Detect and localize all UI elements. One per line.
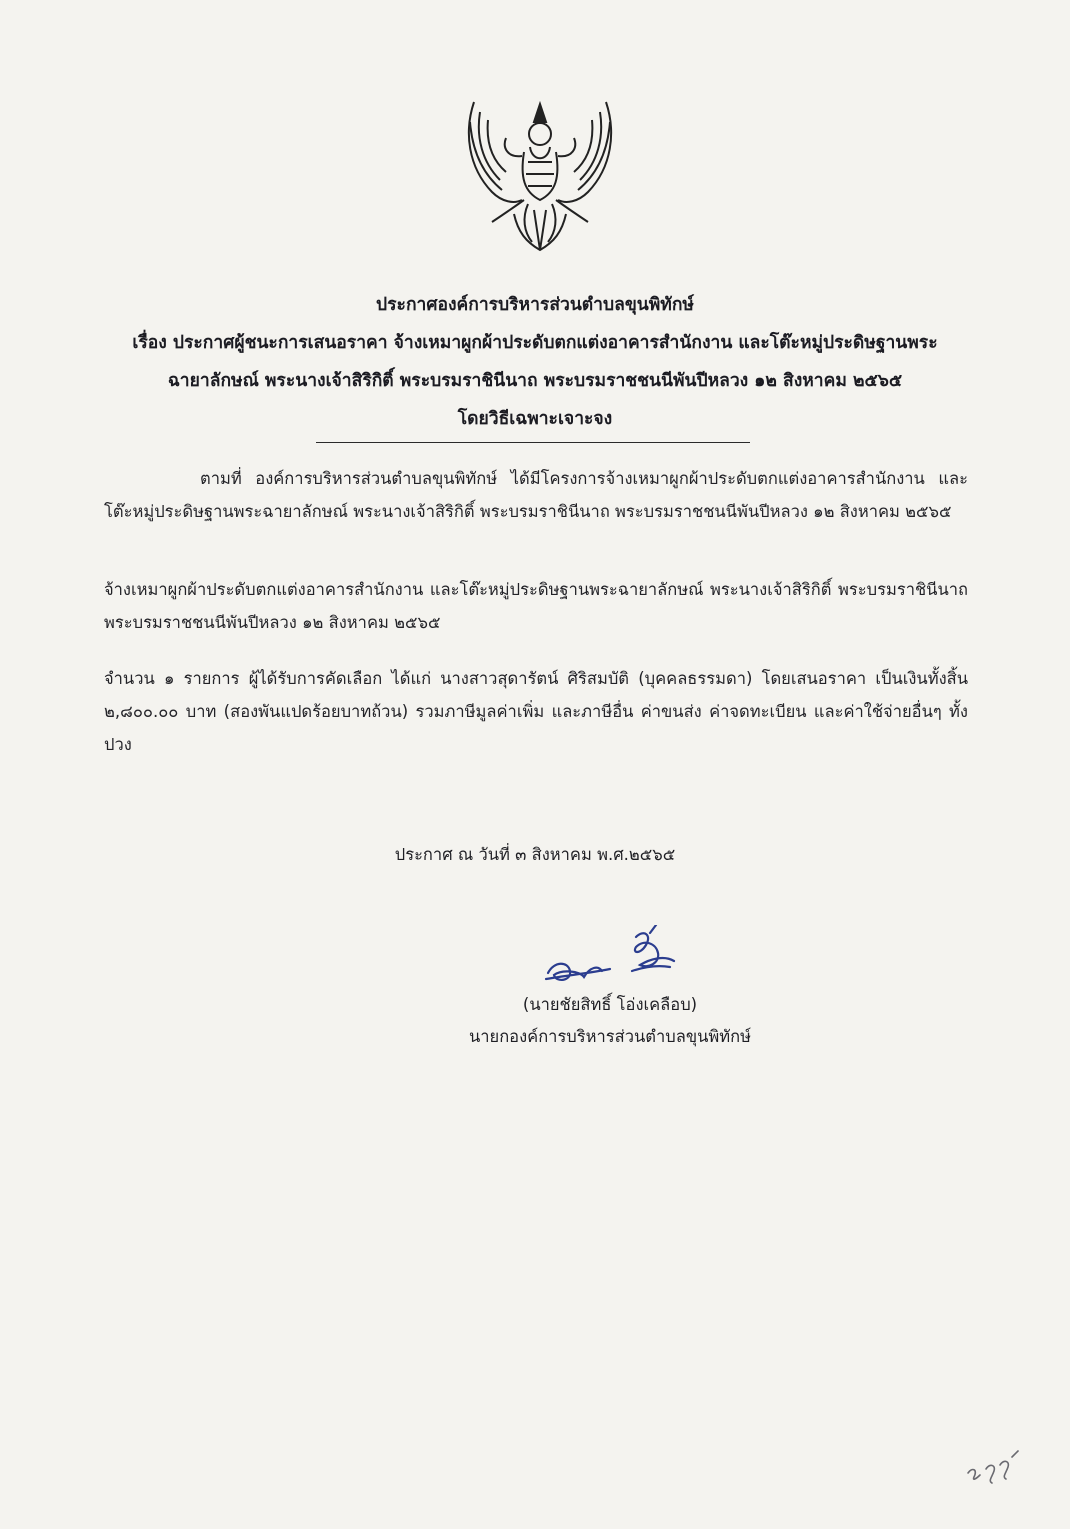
body-paragraph-3: จำนวน ๑ รายการ ผู้ได้รับการคัดเลือก ได้แก่ นางสาวสุดารัตน์ ศิริสมบัติ (บุคคลธรรมดา) โดยเสนอราคา เป็นเงินทั้งสิ้น ๒,๘๐๐.๐๐ บาท (สองพันแปดร้อยบาทถ้วน) รวมภาษีมูลค่าเพิ่ม และภาษีอื่น ค่าขนส่ง ค่าจดทะเบียน และค่าใช้จ่ายอื่นๆ ทั้งปวง: [104, 669, 968, 754]
body-paragraph-2: จ้างเหมาผูกผ้าประดับตกแต่งอาคารสำนักงาน และโต๊ะหมู่ประดิษฐานพระฉายาลักษณ์ พระนางเจ้าสิริกิติ์ พระบรมราชินีนาถ พระบรมราชชนนีพันปีหลวง ๑๒ สิงหาคม ๒๕๖๕: [104, 580, 968, 632]
heading-line-3: ฉายาลักษณ์ พระนางเจ้าสิริกิติ์ พระบรมราชินีนาถ พระบรมราชชนนีพันปีหลวง ๑๒ สิงหาคม ๒๕๖๕: [167, 371, 903, 391]
body-paragraph-1: ตามที่ องค์การบริหารส่วนตำบลขุนพิทักษ์ ได้มีโครงการจ้างเหมาผูกผ้าประดับตกแต่งอาคารสำนักงาน และโต๊ะหมู่ประดิษฐานพระฉายาลักษณ์ พระนางเจ้าสิริกิติ์ พระบรมราชินีนาถ พระบรมราชชนนีพันปีหลวง ๑๒ สิงหาคม ๒๕๖๕: [104, 469, 968, 521]
document-heading: [100, 286, 970, 438]
announcement-date: ประกาศ ณ วันที่ ๓ สิงหาคม พ.ศ.๒๕๖๕: [394, 845, 676, 864]
handwritten-page-mark: [962, 1443, 1026, 1487]
heading-line-1: ประกาศองค์การบริหารส่วนตำบลขุนพิทักษ์: [376, 295, 694, 315]
heading-line-4: โดยวิธีเฉพาะเจาะจง: [457, 409, 613, 429]
heading-divider: [316, 442, 750, 443]
heading-line-2: เรื่อง ประกาศผู้ชนะการเสนอราคา จ้างเหมาผูกผ้าประดับตกแต่งอาคารสำนักงาน และโต๊ะหมู่ประดิษฐานพระ: [132, 333, 938, 353]
handwritten-signature: [540, 925, 690, 990]
garuda-emblem-icon: [462, 92, 618, 254]
signatory-name: (นายชัยสิทธิ์ โอ่งเคลือบ): [522, 995, 698, 1014]
signatory-position: นายกองค์การบริหารส่วนตำบลขุนพิทักษ์: [468, 1027, 752, 1046]
